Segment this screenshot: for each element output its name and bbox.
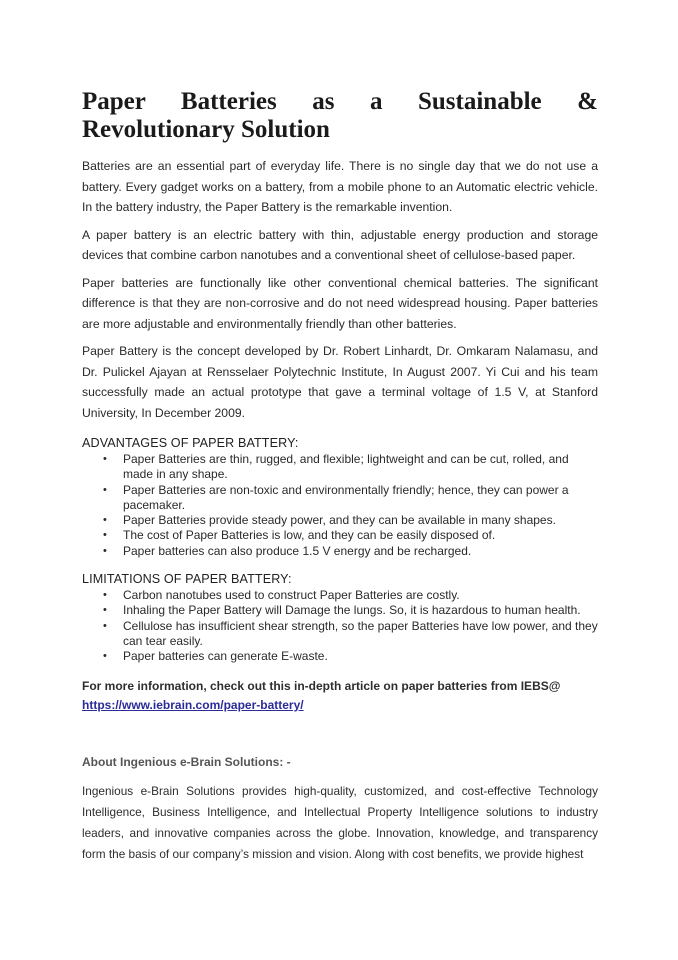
- document-body: [82, 88, 598, 865]
- document-title-line-2: Revolutionary Solution: [82, 116, 330, 143]
- bullet-icon: •: [103, 650, 107, 663]
- bullet-icon: •: [103, 529, 107, 542]
- list-item: [103, 543, 598, 559]
- list-item-text: Paper Batteries are non-toxic and environmentally friendly; hence, they can power a pacemaker.: [123, 482, 569, 512]
- list-item: [103, 528, 598, 543]
- about-heading: About Ingenious e-Brain Solutions: -: [82, 754, 291, 769]
- limitations-list: [82, 588, 598, 664]
- bullet-icon: •: [103, 514, 107, 527]
- list-item-text: Cellulose has insufficient shear strength, so the paper Batteries have low power, and they can tear easily.: [123, 618, 598, 648]
- limitations-heading: LIMITATIONS OF PAPER BATTERY:: [82, 572, 292, 587]
- intro-paragraph: Batteries are an essential part of everyday life. There is no single day that we do not use a battery. Every gadget works on a battery, from a mobile phone to an Automatic electric vehicle. In the battery industry, the Paper Battery is the remarkable invention.: [82, 159, 598, 214]
- advantages-heading: ADVANTAGES OF PAPER BATTERY:: [82, 436, 299, 450]
- advantages-list: [82, 452, 598, 559]
- list-item-text: Inhaling the Paper Battery will Damage the lungs. So, it is hazardous to human health.: [123, 603, 581, 618]
- bullet-icon: •: [103, 589, 107, 602]
- definition-paragraph: A paper battery is an electric battery with thin, adjustable energy production and storage devices that combine carbon nanotubes and a conventional sheet of cellulose-based paper.: [82, 227, 598, 262]
- list-item: [103, 618, 598, 650]
- list-item-text: Paper Batteries provide steady power, and they can be available in many shapes.: [123, 513, 556, 528]
- about-paragraph: Ingenious e-Brain Solutions provides high-quality, customized, and cost-effective Technology Intelligence, Business Intelligence, and Intellectual Property Intelligence solutions to industry leaders, and innovative companies across the globe. Innovation, knowledge, and transparency form the basis of our company’s mission and vision. Along with cost benefits, we provide highest: [82, 783, 598, 861]
- list-item-text: Paper batteries can generate E-waste.: [123, 649, 328, 664]
- list-item-text: Paper Batteries are thin, rugged, and flexible; lightweight and can be cut, rolled, and made in any shape.: [123, 452, 569, 482]
- list-item-text: Carbon nanotubes used to construct Paper Batteries are costly.: [123, 588, 460, 603]
- article-link[interactable]: https://www.iebrain.com/paper-battery/: [82, 697, 304, 712]
- bullet-icon: •: [103, 483, 107, 496]
- comparison-paragraph: Paper batteries are functionally like other conventional chemical batteries. The significant difference is that they are non-corrosive and do not need widespread housing. Paper batteries are more adjustable and environmentally friendly than other batteries.: [82, 275, 598, 331]
- document-title-line-1: Paper Batteries as a Sustainable &: [82, 88, 598, 115]
- more-info-text: For more information, check out this in-depth article on paper batteries from IEBS@: [82, 678, 561, 693]
- list-item-text: The cost of Paper Batteries is low, and they can be easily disposed of.: [123, 528, 496, 543]
- bullet-icon: •: [103, 604, 107, 617]
- list-item-text: Paper batteries can also produce 1.5 V energy and be recharged.: [123, 543, 472, 558]
- list-item: [103, 588, 598, 603]
- list-item: [103, 482, 598, 514]
- bullet-icon: •: [103, 619, 107, 632]
- bullet-icon: •: [103, 453, 107, 465]
- list-item: [103, 649, 598, 664]
- bullet-icon: •: [103, 544, 107, 557]
- list-item: [103, 513, 598, 528]
- history-paragraph: Paper Battery is the concept developed by Dr. Robert Linhardt, Dr. Omkaram Nalamasu, and Dr. Pulickel Ajayan at Rensselaer Polytechnic Institute, In August 2007. Yi Cui and his team successfully made an actual prototype that gave a terminal voltage of 1.5 V, at Stanford University, In December 2009.: [82, 344, 598, 420]
- list-item: [103, 452, 598, 483]
- list-item: [103, 603, 598, 618]
